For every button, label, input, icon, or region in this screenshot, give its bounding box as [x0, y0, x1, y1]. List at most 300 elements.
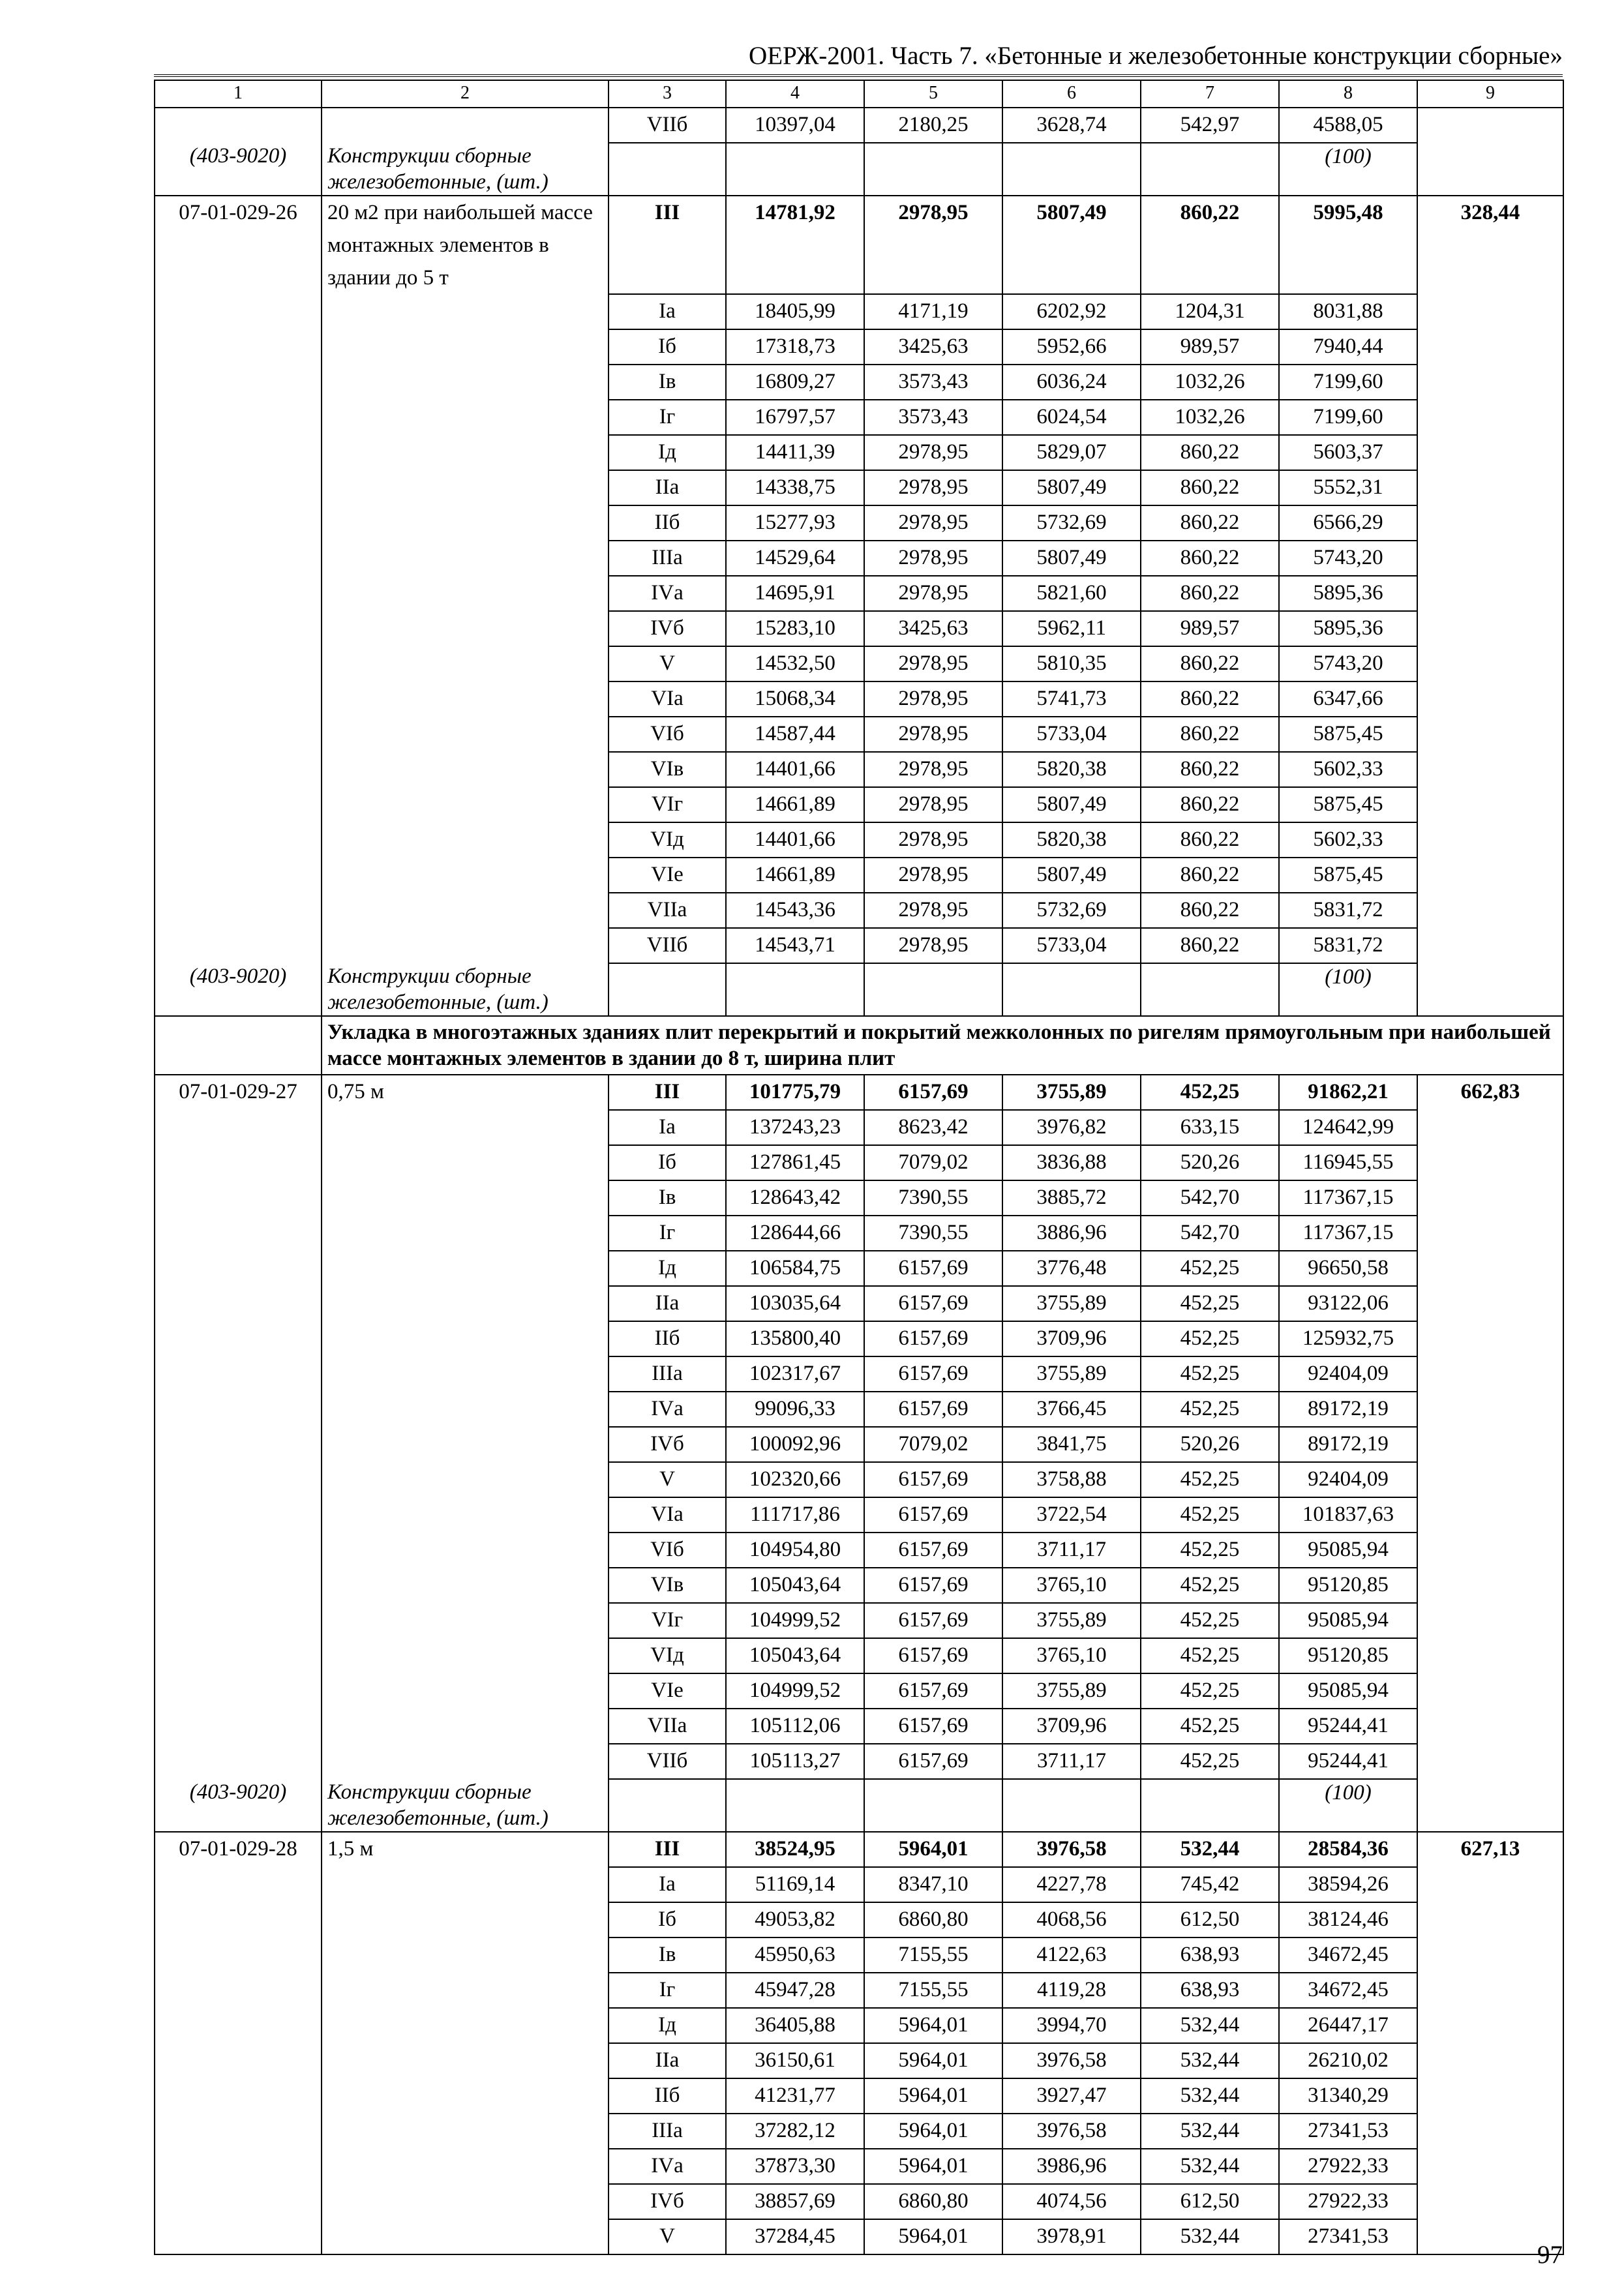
materials-cell: 92404,09	[1279, 1356, 1417, 1392]
materials-cell: 4588,05	[1279, 108, 1417, 143]
wages-cell: 6157,69	[864, 1356, 1002, 1392]
code-cell	[155, 1321, 322, 1356]
desc-cell	[322, 1937, 609, 1973]
region-cell: III	[609, 1075, 726, 1110]
machinists-wages-cell: 860,22	[1141, 822, 1279, 858]
region-cell: VIв	[609, 752, 726, 787]
page-number: 97	[1537, 2241, 1563, 2269]
total-cost-cell: 36405,88	[726, 2008, 864, 2043]
materials-cell: 5831,72	[1279, 928, 1417, 963]
desc-cell	[322, 1110, 609, 1145]
materials-cell: 26447,17	[1279, 2008, 1417, 2043]
region-cell: VIб	[609, 1533, 726, 1568]
desc-cell	[322, 470, 609, 505]
labor-cell	[1417, 1937, 1563, 1973]
machinists-wages-cell	[1141, 963, 1279, 1016]
wages-cell: 5964,01	[864, 2043, 1002, 2078]
total-cost-cell: 41231,77	[726, 2078, 864, 2114]
labor-cell	[1417, 1251, 1563, 1286]
materials-cell: 124642,99	[1279, 1110, 1417, 1145]
machines-cell: 5810,35	[1002, 646, 1141, 681]
desc-cell	[322, 329, 609, 365]
code-cell	[155, 2078, 322, 2114]
wages-cell: 6157,69	[864, 1251, 1002, 1286]
desc-cell	[322, 400, 609, 435]
labor-cell	[1417, 1216, 1563, 1251]
total-cost-cell: 105043,64	[726, 1638, 864, 1673]
materials-cell: 5995,48	[1279, 196, 1417, 294]
table-row	[155, 1075, 1563, 1110]
table-row	[155, 1638, 1563, 1673]
labor-cell	[1417, 1973, 1563, 2008]
machines-cell	[1002, 143, 1141, 196]
region-cell: Iг	[609, 1216, 726, 1251]
total-cost-cell: 111717,86	[726, 1497, 864, 1533]
desc-cell: 1,5 м	[322, 1832, 609, 1867]
labor-cell	[1417, 1180, 1563, 1216]
total-cost-cell: 38524,95	[726, 1832, 864, 1867]
machinists-wages-cell: 989,57	[1141, 611, 1279, 646]
materials-cell: 89172,19	[1279, 1392, 1417, 1427]
total-cost-cell: 37282,12	[726, 2114, 864, 2149]
machines-cell	[1002, 963, 1141, 1016]
code-cell	[155, 1216, 322, 1251]
materials-cell: 5602,33	[1279, 752, 1417, 787]
code-cell	[155, 1145, 322, 1180]
wages-cell: 2978,95	[864, 646, 1002, 681]
wages-cell: 2180,25	[864, 108, 1002, 143]
column-number: 4	[726, 80, 864, 108]
machinists-wages-cell: 452,25	[1141, 1744, 1279, 1779]
labor-cell	[1417, 505, 1563, 541]
code-cell	[155, 576, 322, 611]
region-cell: VIб	[609, 717, 726, 752]
labor-cell	[1417, 143, 1563, 196]
desc-cell	[322, 2114, 609, 2149]
region-cell: V	[609, 1462, 726, 1497]
labor-cell	[1417, 470, 1563, 505]
wages-cell: 6157,69	[864, 1673, 1002, 1709]
materials-cell: 95085,94	[1279, 1673, 1417, 1709]
total-cost-cell: 102320,66	[726, 1462, 864, 1497]
region-cell: IIб	[609, 1321, 726, 1356]
region-cell: IVб	[609, 1427, 726, 1462]
table-row	[155, 1497, 1563, 1533]
table-row	[155, 1110, 1563, 1145]
labor-cell	[1417, 1673, 1563, 1709]
labor-cell	[1417, 928, 1563, 963]
region-cell: Iв	[609, 1937, 726, 1973]
desc-cell	[322, 1709, 609, 1744]
machinists-wages-cell: 452,25	[1141, 1462, 1279, 1497]
region-cell	[609, 143, 726, 196]
desc-cell	[322, 365, 609, 400]
materials-cell: 89172,19	[1279, 1427, 1417, 1462]
region-cell: IIIа	[609, 1356, 726, 1392]
total-cost-cell: 16797,57	[726, 400, 864, 435]
total-cost-cell: 18405,99	[726, 294, 864, 329]
wages-cell: 4171,19	[864, 294, 1002, 329]
desc-cell	[322, 1216, 609, 1251]
region-cell: Iв	[609, 1180, 726, 1216]
labor-cell	[1417, 1497, 1563, 1533]
table-row	[155, 1180, 1563, 1216]
code-cell	[155, 928, 322, 963]
materials-cell: 116945,55	[1279, 1145, 1417, 1180]
code-cell	[155, 435, 322, 470]
table-row	[155, 365, 1563, 400]
wages-cell: 8623,42	[864, 1110, 1002, 1145]
labor-cell	[1417, 400, 1563, 435]
wages-cell: 5964,01	[864, 2078, 1002, 2114]
materials-cell: 92404,09	[1279, 1462, 1417, 1497]
total-cost-cell: 104999,52	[726, 1603, 864, 1638]
table-row	[155, 505, 1563, 541]
desc-cell	[322, 505, 609, 541]
machinists-wages-cell: 860,22	[1141, 470, 1279, 505]
materials-cell: 6566,29	[1279, 505, 1417, 541]
labor-cell	[1417, 1427, 1563, 1462]
machinists-wages-cell: 745,42	[1141, 1867, 1279, 1902]
wages-cell: 2978,95	[864, 822, 1002, 858]
labor-cell	[1417, 1779, 1563, 1832]
total-cost-cell: 15068,34	[726, 681, 864, 717]
machinists-wages-cell: 452,25	[1141, 1392, 1279, 1427]
labor-cell	[1417, 681, 1563, 717]
machines-cell: 5962,11	[1002, 611, 1141, 646]
machinists-wages-cell: 860,22	[1141, 576, 1279, 611]
labor-cell	[1417, 822, 1563, 858]
code-cell	[155, 1427, 322, 1462]
code-cell	[155, 1356, 322, 1392]
desc-cell	[322, 1533, 609, 1568]
machinists-wages-cell: 542,70	[1141, 1216, 1279, 1251]
region-cell: VIе	[609, 1673, 726, 1709]
wages-cell: 2978,95	[864, 893, 1002, 928]
wages-cell: 6157,69	[864, 1075, 1002, 1110]
page-header-title: ОЕРЖ-2001. Часть 7. «Бетонные и железобетонные конструкции сборные»	[749, 42, 1563, 70]
total-cost-cell: 14543,36	[726, 893, 864, 928]
labor-cell	[1417, 2149, 1563, 2184]
code-cell	[155, 1973, 322, 2008]
code-cell	[155, 1286, 322, 1321]
column-number: 2	[322, 80, 609, 108]
table-row	[155, 822, 1563, 858]
materials-cell: 27341,53	[1279, 2219, 1417, 2254]
machines-cell: 3709,96	[1002, 1321, 1141, 1356]
materials-cell: 38124,46	[1279, 1902, 1417, 1937]
machinists-wages-cell: 452,25	[1141, 1075, 1279, 1110]
total-cost-cell: 105043,64	[726, 1568, 864, 1603]
wages-cell: 5964,01	[864, 2008, 1002, 2043]
labor-cell	[1417, 1638, 1563, 1673]
code-cell	[155, 400, 322, 435]
wages-cell: 3425,63	[864, 611, 1002, 646]
total-cost-cell: 102317,67	[726, 1356, 864, 1392]
table-row	[155, 1216, 1563, 1251]
total-cost-cell: 137243,23	[726, 1110, 864, 1145]
wages-cell: 2978,95	[864, 435, 1002, 470]
resource-code: (403-9020)	[155, 1779, 322, 1832]
materials-cell: 5603,37	[1279, 435, 1417, 470]
code-cell	[155, 822, 322, 858]
total-cost-cell: 14695,91	[726, 576, 864, 611]
code-cell	[155, 2114, 322, 2149]
table-row	[155, 435, 1563, 470]
total-cost-cell: 14661,89	[726, 787, 864, 822]
labor-cell	[1417, 1110, 1563, 1145]
machinists-wages-cell: 452,25	[1141, 1673, 1279, 1709]
column-number: 1	[155, 80, 322, 108]
code-cell	[155, 2219, 322, 2254]
desc-cell	[322, 928, 609, 963]
resource-quantity: (100)	[1279, 963, 1417, 1016]
total-cost-cell: 14529,64	[726, 541, 864, 576]
column-number: 9	[1417, 80, 1563, 108]
labor-cell	[1417, 1321, 1563, 1356]
machinists-wages-cell: 532,44	[1141, 1832, 1279, 1867]
machines-cell: 3755,89	[1002, 1673, 1141, 1709]
wages-cell: 2978,95	[864, 752, 1002, 787]
column-number: 3	[609, 80, 726, 108]
desc-cell	[322, 2219, 609, 2254]
desc-cell	[322, 787, 609, 822]
resource-quantity: (100)	[1279, 143, 1417, 196]
total-cost-cell: 51169,14	[726, 1867, 864, 1902]
machines-cell: 3711,17	[1002, 1744, 1141, 1779]
machinists-wages-cell: 860,22	[1141, 196, 1279, 294]
region-cell: Iд	[609, 2008, 726, 2043]
materials-cell: 95120,85	[1279, 1568, 1417, 1603]
code-cell	[155, 2008, 322, 2043]
labor-cell	[1417, 2078, 1563, 2114]
wages-cell: 2978,95	[864, 196, 1002, 294]
machines-cell: 3978,91	[1002, 2219, 1141, 2254]
materials-cell: 91862,21	[1279, 1075, 1417, 1110]
wages-cell: 2978,95	[864, 928, 1002, 963]
machines-cell: 3976,58	[1002, 1832, 1141, 1867]
code-cell	[155, 541, 322, 576]
total-cost-cell: 128643,42	[726, 1180, 864, 1216]
wages-cell: 5964,01	[864, 2149, 1002, 2184]
table-row	[155, 752, 1563, 787]
code-cell	[155, 1744, 322, 1779]
wages-cell: 8347,10	[864, 1867, 1002, 1902]
labor-cell	[1417, 2008, 1563, 2043]
region-cell: IVа	[609, 576, 726, 611]
materials-cell: 5743,20	[1279, 646, 1417, 681]
labor-cell	[1417, 787, 1563, 822]
machines-cell: 3776,48	[1002, 1251, 1141, 1286]
machinists-wages-cell: 532,44	[1141, 2114, 1279, 2149]
wages-cell: 2978,95	[864, 717, 1002, 752]
region-cell: Iд	[609, 1251, 726, 1286]
table-row	[155, 2043, 1563, 2078]
wages-cell: 2978,95	[864, 505, 1002, 541]
code-cell	[155, 611, 322, 646]
materials-cell: 26210,02	[1279, 2043, 1417, 2078]
labor-cell	[1417, 1356, 1563, 1392]
desc-cell	[322, 2184, 609, 2219]
rates-table	[154, 80, 1564, 2255]
machinists-wages-cell: 452,25	[1141, 1709, 1279, 1744]
code-cell	[155, 752, 322, 787]
table-row	[155, 1568, 1563, 1603]
machines-cell: 5952,66	[1002, 329, 1141, 365]
desc-cell	[322, 1462, 609, 1497]
resource-code: (403-9020)	[155, 143, 322, 196]
table-row	[155, 2008, 1563, 2043]
labor-cell: 662,83	[1417, 1075, 1563, 1110]
header-rule	[154, 74, 1563, 77]
machinists-wages-cell	[1141, 1779, 1279, 1832]
materials-cell: 5552,31	[1279, 470, 1417, 505]
wages-cell: 2978,95	[864, 858, 1002, 893]
region-cell: Iа	[609, 1867, 726, 1902]
desc-cell	[322, 1973, 609, 2008]
section-heading-spacer	[155, 1016, 322, 1075]
materials-cell: 96650,58	[1279, 1251, 1417, 1286]
total-cost-cell: 16809,27	[726, 365, 864, 400]
machinists-wages-cell: 520,26	[1141, 1427, 1279, 1462]
machines-cell: 5829,07	[1002, 435, 1141, 470]
wages-cell: 2978,95	[864, 681, 1002, 717]
code-cell	[155, 365, 322, 400]
desc-cell	[322, 611, 609, 646]
table-row	[155, 1321, 1563, 1356]
machines-cell: 3976,58	[1002, 2043, 1141, 2078]
materials-cell: 7199,60	[1279, 400, 1417, 435]
machines-cell: 3976,82	[1002, 1110, 1141, 1145]
region-cell: VIв	[609, 1568, 726, 1603]
wages-cell: 6157,69	[864, 1286, 1002, 1321]
total-cost-cell: 36150,61	[726, 2043, 864, 2078]
code-cell	[155, 893, 322, 928]
machines-cell: 5807,49	[1002, 196, 1141, 294]
code-cell	[155, 1180, 322, 1216]
code-cell	[155, 1673, 322, 1709]
machines-cell: 5807,49	[1002, 470, 1141, 505]
labor-cell	[1417, 717, 1563, 752]
region-cell: VIа	[609, 1497, 726, 1533]
wages-cell: 6157,69	[864, 1533, 1002, 1568]
wages-cell: 7155,55	[864, 1973, 1002, 2008]
machines-cell: 4068,56	[1002, 1902, 1141, 1937]
resource-label: Конструкции сборные железобетонные, (шт.)	[322, 963, 609, 1016]
materials-cell: 95085,94	[1279, 1533, 1417, 1568]
region-cell: VIд	[609, 1638, 726, 1673]
total-cost-cell: 15283,10	[726, 611, 864, 646]
materials-cell: 27922,33	[1279, 2149, 1417, 2184]
machines-cell: 3765,10	[1002, 1638, 1141, 1673]
code-cell	[155, 1533, 322, 1568]
resource-row	[155, 143, 1563, 196]
wages-cell: 3573,43	[864, 365, 1002, 400]
labor-cell	[1417, 329, 1563, 365]
region-cell: IIб	[609, 2078, 726, 2114]
code-cell	[155, 1497, 322, 1533]
machines-cell: 4227,78	[1002, 1867, 1141, 1902]
region-cell: VIIб	[609, 928, 726, 963]
wages-cell: 7079,02	[864, 1427, 1002, 1462]
desc-cell	[322, 1321, 609, 1356]
table-row	[155, 1462, 1563, 1497]
machinists-wages-cell: 860,22	[1141, 435, 1279, 470]
machinists-wages-cell: 532,44	[1141, 2008, 1279, 2043]
total-cost-cell	[726, 143, 864, 196]
machinists-wages-cell: 860,22	[1141, 893, 1279, 928]
materials-cell: 117367,15	[1279, 1180, 1417, 1216]
code-cell	[155, 646, 322, 681]
machines-cell: 5741,73	[1002, 681, 1141, 717]
region-cell: VIIб	[609, 108, 726, 143]
wages-cell: 6157,69	[864, 1568, 1002, 1603]
column-number: 8	[1279, 80, 1417, 108]
total-cost-cell: 49053,82	[726, 1902, 864, 1937]
materials-cell: 5831,72	[1279, 893, 1417, 928]
table-row	[155, 576, 1563, 611]
region-cell: IIа	[609, 470, 726, 505]
table-row	[155, 108, 1563, 143]
materials-cell: 28584,36	[1279, 1832, 1417, 1867]
desc-cell	[322, 1673, 609, 1709]
machinists-wages-cell: 860,22	[1141, 752, 1279, 787]
code-cell	[155, 2043, 322, 2078]
table-row	[155, 1867, 1563, 1902]
desc-cell	[322, 1356, 609, 1392]
region-cell: Iа	[609, 1110, 726, 1145]
total-cost-cell: 106584,75	[726, 1251, 864, 1286]
materials-cell: 125932,75	[1279, 1321, 1417, 1356]
region-cell: VIIб	[609, 1744, 726, 1779]
region-cell	[609, 963, 726, 1016]
machines-cell: 3628,74	[1002, 108, 1141, 143]
labor-cell	[1417, 108, 1563, 143]
labor-cell	[1417, 1286, 1563, 1321]
total-cost-cell: 45947,28	[726, 1973, 864, 2008]
total-cost-cell: 10397,04	[726, 108, 864, 143]
region-cell	[609, 1779, 726, 1832]
labor-cell	[1417, 1145, 1563, 1180]
desc-cell	[322, 1427, 609, 1462]
machines-cell: 3765,10	[1002, 1568, 1141, 1603]
machines-cell: 5820,38	[1002, 822, 1141, 858]
total-cost-cell: 37284,45	[726, 2219, 864, 2254]
desc-cell	[322, 2008, 609, 2043]
region-cell: IIа	[609, 2043, 726, 2078]
desc-cell	[322, 2149, 609, 2184]
machines-cell: 3755,89	[1002, 1286, 1141, 1321]
machines-cell: 5807,49	[1002, 787, 1141, 822]
table-row	[155, 2184, 1563, 2219]
table-row	[155, 1902, 1563, 1937]
resource-row	[155, 963, 1563, 1016]
table-row	[155, 2078, 1563, 2114]
code-cell	[155, 2184, 322, 2219]
region-cell: VIг	[609, 787, 726, 822]
code-cell	[155, 858, 322, 893]
total-cost-cell: 14661,89	[726, 858, 864, 893]
labor-cell	[1417, 365, 1563, 400]
desc-cell	[322, 893, 609, 928]
wages-cell: 6157,69	[864, 1321, 1002, 1356]
machinists-wages-cell: 452,25	[1141, 1533, 1279, 1568]
total-cost-cell: 14401,66	[726, 822, 864, 858]
machines-cell: 6024,54	[1002, 400, 1141, 435]
desc-cell	[322, 858, 609, 893]
machines-cell: 3709,96	[1002, 1709, 1141, 1744]
wages-cell: 6157,69	[864, 1638, 1002, 1673]
